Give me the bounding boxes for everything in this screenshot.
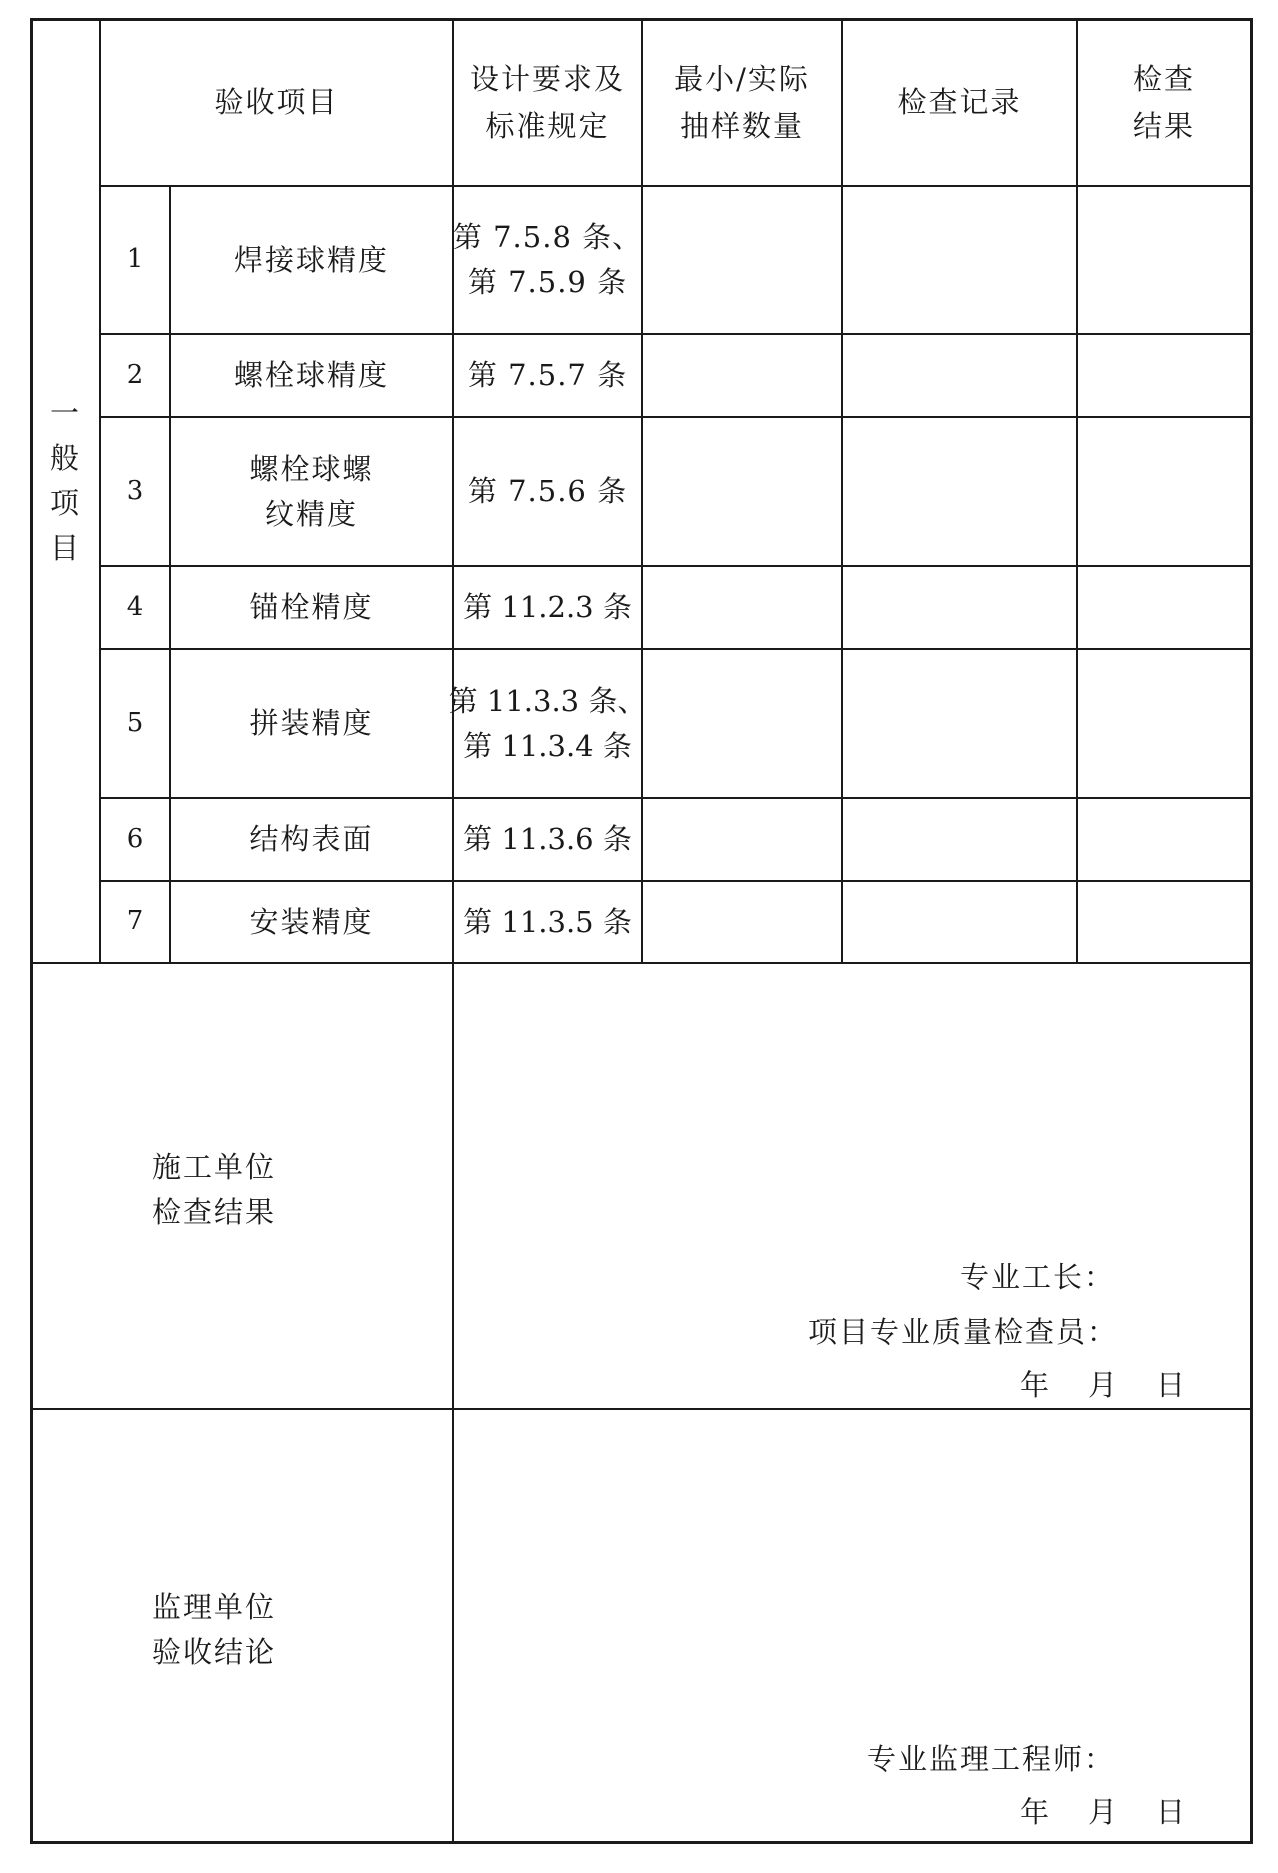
row-number	[101, 799, 169, 880]
row-item-text: 安装精度	[249, 904, 374, 939]
header-item-label: 验收项目	[214, 85, 339, 120]
row-item-text: 焊接球精度	[233, 242, 389, 277]
construction-date	[1020, 1363, 1187, 1404]
row-item	[171, 799, 452, 880]
section-label-char: 项	[49, 486, 81, 520]
row-clause	[454, 799, 641, 880]
row-number	[101, 650, 169, 797]
row-number-text: 1	[126, 244, 144, 275]
engineer-signature-label: 专业监理工程师：	[866, 1742, 1115, 1776]
section-label-char: 般	[49, 441, 81, 476]
row-item-text: 锚栓精度	[249, 590, 374, 625]
row-item	[171, 187, 452, 333]
date-day: 日	[1156, 1368, 1188, 1402]
row-clause-text: 第 11.3.4 条	[463, 728, 632, 763]
header-standard	[454, 20, 641, 185]
date-year: 年	[1020, 1368, 1052, 1402]
date-month: 月	[1088, 1795, 1120, 1829]
row-item-text: 纹精度	[264, 496, 358, 531]
row-number-text: 3	[126, 475, 144, 506]
header-record-label: 检查记录	[897, 85, 1022, 120]
date-day: 日	[1156, 1795, 1188, 1829]
header-standard-line: 设计要求及	[469, 62, 625, 97]
row-number-text: 4	[126, 591, 144, 622]
row-clause	[454, 882, 641, 962]
row-item-text: 螺栓球螺	[249, 451, 374, 486]
row-item	[171, 335, 452, 416]
header-item	[101, 20, 452, 185]
supervision-label-line: 验收结论	[152, 1635, 277, 1669]
row-clause-text: 第 11.3.5 条	[463, 904, 632, 939]
row-number	[101, 335, 169, 416]
row-clause-text: 第 7.5.8 条、	[452, 220, 643, 255]
row-number	[101, 882, 169, 962]
header-sampling	[643, 20, 841, 185]
construction-label	[152, 1135, 332, 1245]
header-sampling-line: 抽样数量	[679, 108, 804, 143]
construction-label-line: 检查结果	[152, 1195, 277, 1229]
row-clause-text: 第 7.5.9 条	[467, 265, 628, 299]
header-result	[1078, 20, 1250, 185]
row-number	[101, 567, 169, 648]
border-bottom	[30, 1841, 1253, 1844]
row-clause-text: 第 11.3.3 条、	[448, 683, 647, 718]
row-item	[171, 567, 452, 648]
header-result-line: 检查	[1132, 62, 1195, 97]
supervision-label-line: 监理单位	[152, 1590, 277, 1625]
row-item-text: 拼装精度	[249, 706, 374, 741]
section-label-char: 目	[49, 530, 81, 565]
supervision-date	[1020, 1790, 1187, 1831]
row-clause-text: 第 7.5.6 条	[467, 474, 628, 509]
row-number	[101, 418, 169, 565]
row-item	[171, 882, 452, 962]
row-number-text: 2	[126, 359, 144, 390]
section-label-char: 一	[49, 396, 81, 431]
row-clause	[454, 335, 641, 416]
row-number-text: 5	[126, 707, 144, 738]
row-clause-text: 第 11.3.6 条	[463, 822, 632, 857]
header-standard-line: 标准规定	[485, 108, 610, 143]
supervision-label	[152, 1575, 332, 1685]
row-number-text: 6	[126, 823, 144, 854]
header-result-line: 结果	[1132, 108, 1195, 143]
section-label	[32, 20, 99, 962]
row-clause	[448, 650, 647, 797]
header-sampling-line: 最小/实际	[674, 62, 810, 97]
row-item-text: 螺栓球精度	[233, 358, 389, 393]
divider	[30, 1408, 1252, 1410]
row-number-text: 7	[126, 906, 144, 937]
date-month: 月	[1088, 1368, 1120, 1402]
row-clause-text: 第 7.5.7 条	[467, 358, 628, 393]
row-item	[171, 418, 452, 565]
row-clause	[454, 418, 641, 565]
row-item	[171, 650, 452, 797]
row-clause-text: 第 11.2.3 条	[463, 590, 632, 625]
row-clause	[454, 567, 641, 648]
construction-label-line: 施工单位	[152, 1150, 277, 1185]
foreman-signature-label: 专业工长：	[959, 1260, 1115, 1294]
header-record	[843, 20, 1076, 185]
date-year: 年	[1020, 1795, 1052, 1829]
border-right	[1250, 18, 1253, 1844]
row-item-text: 结构表面	[249, 822, 374, 857]
row-number	[101, 187, 169, 333]
row-clause	[454, 187, 641, 333]
inspector-signature-label: 项目专业质量检查员：	[807, 1315, 1118, 1349]
